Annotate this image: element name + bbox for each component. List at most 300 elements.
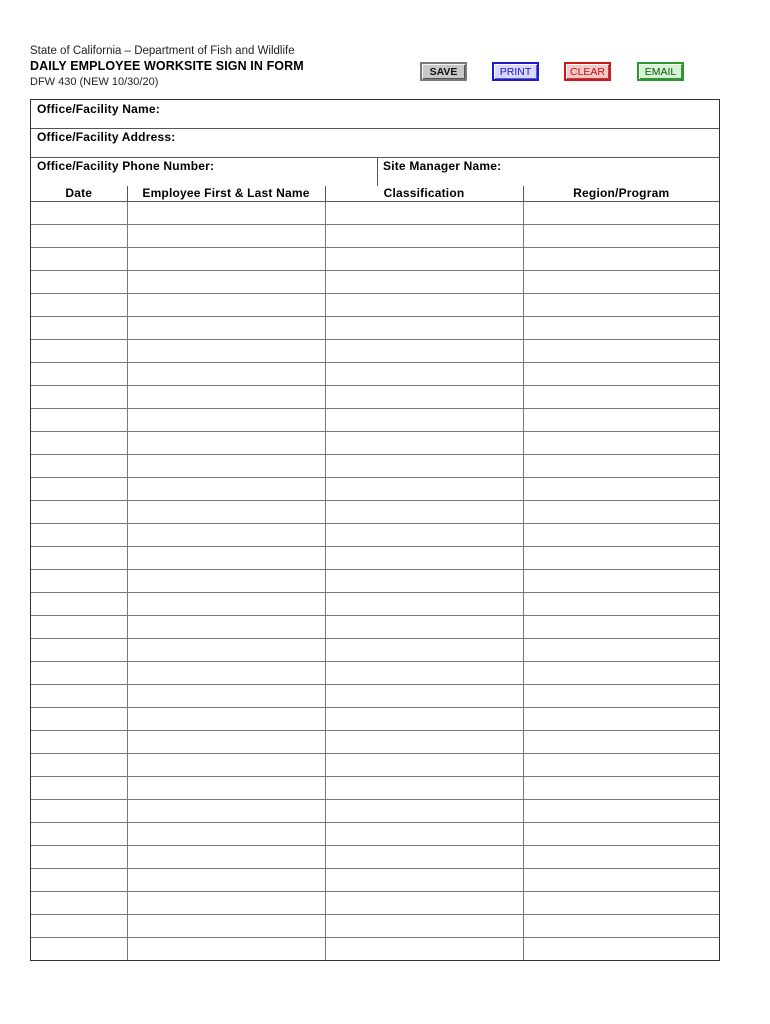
region-program-cell bbox=[523, 409, 719, 432]
date-input[interactable] bbox=[31, 409, 131, 431]
facility-name-input[interactable] bbox=[171, 103, 715, 125]
employee-name-cell bbox=[127, 685, 325, 708]
region-program-cell bbox=[523, 501, 719, 524]
region-program-cell bbox=[523, 800, 719, 823]
employee-name-input[interactable] bbox=[128, 846, 329, 868]
employee-name-cell bbox=[127, 524, 325, 547]
region-program-input[interactable] bbox=[524, 938, 724, 960]
table-header-row bbox=[31, 186, 719, 202]
region-program-cell bbox=[523, 271, 719, 294]
employee-name-input[interactable] bbox=[128, 869, 329, 891]
employee-name-cell bbox=[127, 225, 325, 248]
employee-name-cell bbox=[127, 432, 325, 455]
date-cell bbox=[31, 823, 127, 846]
region-program-input[interactable] bbox=[524, 777, 724, 799]
region-program-input[interactable] bbox=[524, 432, 724, 454]
classification-cell bbox=[325, 662, 523, 685]
employee-name-cell bbox=[127, 731, 325, 754]
date-cell bbox=[31, 754, 127, 777]
facility-name-row bbox=[31, 100, 719, 129]
date-input[interactable] bbox=[31, 662, 131, 684]
date-cell bbox=[31, 662, 127, 685]
region-program-cell bbox=[523, 754, 719, 777]
region-program-cell bbox=[523, 708, 719, 731]
date-input[interactable] bbox=[31, 777, 131, 799]
sign-in-form bbox=[30, 99, 720, 961]
region-program-input[interactable] bbox=[524, 685, 724, 707]
employee-name-cell bbox=[127, 248, 325, 271]
date-cell bbox=[31, 455, 127, 478]
region-program-cell bbox=[523, 869, 719, 892]
date-input[interactable] bbox=[31, 938, 131, 960]
region-program-cell bbox=[523, 386, 719, 409]
region-program-cell bbox=[523, 478, 719, 501]
region-program-cell bbox=[523, 202, 719, 225]
classification-input[interactable] bbox=[326, 593, 527, 615]
region-program-input[interactable] bbox=[524, 892, 724, 914]
date-input[interactable] bbox=[31, 455, 131, 477]
facility-name-label: Office/Facility Name: bbox=[37, 102, 160, 116]
region-program-cell bbox=[523, 662, 719, 685]
region-program-cell bbox=[523, 524, 719, 547]
region-program-cell bbox=[523, 915, 719, 938]
date-cell bbox=[31, 524, 127, 547]
employee-name-input[interactable] bbox=[128, 547, 329, 569]
classification-input[interactable] bbox=[326, 938, 527, 960]
date-cell bbox=[31, 685, 127, 708]
classification-input[interactable] bbox=[326, 202, 527, 224]
employee-name-input[interactable] bbox=[128, 570, 329, 592]
classification-cell bbox=[325, 225, 523, 248]
table-row bbox=[31, 501, 719, 524]
table-row bbox=[31, 892, 719, 915]
employee-name-input[interactable] bbox=[128, 892, 329, 914]
classification-cell bbox=[325, 386, 523, 409]
column-header-date: Date bbox=[31, 186, 127, 202]
table-row bbox=[31, 547, 719, 570]
employee-name-input[interactable] bbox=[128, 409, 329, 431]
date-cell bbox=[31, 846, 127, 869]
employee-name-input[interactable] bbox=[128, 938, 329, 960]
table-row bbox=[31, 409, 719, 432]
region-program-input[interactable] bbox=[524, 248, 724, 270]
table-row bbox=[31, 938, 719, 961]
classification-input[interactable] bbox=[326, 432, 527, 454]
employee-name-cell bbox=[127, 202, 325, 225]
date-cell bbox=[31, 547, 127, 570]
classification-input[interactable] bbox=[326, 317, 527, 339]
region-program-input[interactable] bbox=[524, 225, 724, 247]
date-cell bbox=[31, 869, 127, 892]
employee-name-cell bbox=[127, 662, 325, 685]
classification-cell bbox=[325, 938, 523, 961]
table-row bbox=[31, 593, 719, 616]
classification-input[interactable] bbox=[326, 524, 527, 546]
date-input[interactable] bbox=[31, 340, 131, 362]
region-program-cell bbox=[523, 777, 719, 800]
date-input[interactable] bbox=[31, 593, 131, 615]
classification-input[interactable] bbox=[326, 685, 527, 707]
employee-name-cell bbox=[127, 501, 325, 524]
site-manager-input[interactable] bbox=[511, 160, 715, 182]
facility-address-input[interactable] bbox=[187, 131, 715, 153]
classification-input[interactable] bbox=[326, 708, 527, 730]
classification-cell bbox=[325, 409, 523, 432]
region-program-input[interactable] bbox=[524, 616, 724, 638]
date-cell bbox=[31, 248, 127, 271]
region-program-input[interactable] bbox=[524, 708, 724, 730]
date-cell bbox=[31, 409, 127, 432]
date-input[interactable] bbox=[31, 800, 131, 822]
employee-name-cell bbox=[127, 294, 325, 317]
classification-cell bbox=[325, 455, 523, 478]
table-row bbox=[31, 455, 719, 478]
employee-name-input[interactable] bbox=[128, 202, 329, 224]
employee-name-input[interactable] bbox=[128, 915, 329, 937]
date-cell bbox=[31, 731, 127, 754]
employee-name-input[interactable] bbox=[128, 294, 329, 316]
employee-name-cell bbox=[127, 593, 325, 616]
date-input[interactable] bbox=[31, 915, 131, 937]
region-program-cell bbox=[523, 938, 719, 961]
date-input[interactable] bbox=[31, 478, 131, 500]
employee-name-cell bbox=[127, 708, 325, 731]
email-button[interactable]: EMAIL bbox=[637, 62, 684, 81]
classification-cell bbox=[325, 869, 523, 892]
employee-name-input[interactable] bbox=[128, 271, 329, 293]
classification-input[interactable] bbox=[326, 754, 527, 776]
employee-name-cell bbox=[127, 478, 325, 501]
clear-button[interactable]: CLEAR bbox=[564, 62, 611, 81]
region-program-input[interactable] bbox=[524, 317, 724, 339]
employee-name-cell bbox=[127, 570, 325, 593]
classification-input[interactable] bbox=[326, 225, 527, 247]
phone-manager-row bbox=[31, 157, 719, 186]
facility-address-row bbox=[31, 128, 719, 158]
region-program-cell bbox=[523, 294, 719, 317]
region-program-cell bbox=[523, 616, 719, 639]
date-input[interactable] bbox=[31, 317, 131, 339]
region-program-input[interactable] bbox=[524, 593, 724, 615]
region-program-input[interactable] bbox=[524, 386, 724, 408]
classification-input[interactable] bbox=[326, 340, 527, 362]
classification-cell bbox=[325, 731, 523, 754]
date-input[interactable] bbox=[31, 202, 131, 224]
table-row bbox=[31, 662, 719, 685]
column-header-employee-name: Employee First & Last Name bbox=[127, 186, 325, 202]
date-cell bbox=[31, 915, 127, 938]
region-program-input[interactable] bbox=[524, 570, 724, 592]
table-row bbox=[31, 708, 719, 731]
region-program-cell bbox=[523, 317, 719, 340]
print-button[interactable]: PRINT bbox=[492, 62, 539, 81]
employee-name-cell bbox=[127, 754, 325, 777]
classification-cell bbox=[325, 271, 523, 294]
date-input[interactable] bbox=[31, 570, 131, 592]
classification-cell bbox=[325, 432, 523, 455]
classification-input[interactable] bbox=[326, 363, 527, 385]
table-row bbox=[31, 478, 719, 501]
employee-name-input[interactable] bbox=[128, 455, 329, 477]
region-program-input[interactable] bbox=[524, 524, 724, 546]
employee-name-input[interactable] bbox=[128, 248, 329, 270]
date-input[interactable] bbox=[31, 846, 131, 868]
date-cell bbox=[31, 777, 127, 800]
classification-cell bbox=[325, 570, 523, 593]
region-program-input[interactable] bbox=[524, 294, 724, 316]
classification-input[interactable] bbox=[326, 731, 527, 753]
date-input[interactable] bbox=[31, 754, 131, 776]
employee-name-cell bbox=[127, 317, 325, 340]
classification-input[interactable] bbox=[326, 800, 527, 822]
date-cell bbox=[31, 616, 127, 639]
classification-cell bbox=[325, 547, 523, 570]
classification-input[interactable] bbox=[326, 915, 527, 937]
classification-cell bbox=[325, 685, 523, 708]
region-program-input[interactable] bbox=[524, 869, 724, 891]
region-program-input[interactable] bbox=[524, 915, 724, 937]
classification-cell bbox=[325, 616, 523, 639]
region-program-cell bbox=[523, 432, 719, 455]
classification-input[interactable] bbox=[326, 547, 527, 569]
date-input[interactable] bbox=[31, 616, 131, 638]
employee-name-cell bbox=[127, 616, 325, 639]
region-program-input[interactable] bbox=[524, 547, 724, 569]
date-input[interactable] bbox=[31, 685, 131, 707]
employee-name-input[interactable] bbox=[128, 317, 329, 339]
date-input[interactable] bbox=[31, 731, 131, 753]
sign-in-table bbox=[31, 186, 719, 960]
employee-name-cell bbox=[127, 547, 325, 570]
employee-name-cell bbox=[127, 892, 325, 915]
classification-input[interactable] bbox=[326, 846, 527, 868]
table-row bbox=[31, 340, 719, 363]
date-cell bbox=[31, 386, 127, 409]
date-cell bbox=[31, 363, 127, 386]
employee-name-cell bbox=[127, 363, 325, 386]
region-program-cell bbox=[523, 846, 719, 869]
table-row bbox=[31, 616, 719, 639]
table-row bbox=[31, 800, 719, 823]
classification-cell bbox=[325, 248, 523, 271]
date-cell bbox=[31, 570, 127, 593]
date-cell bbox=[31, 317, 127, 340]
employee-name-input[interactable] bbox=[128, 777, 329, 799]
classification-cell bbox=[325, 800, 523, 823]
employee-name-input[interactable] bbox=[128, 708, 329, 730]
date-input[interactable] bbox=[31, 639, 131, 661]
classification-input[interactable] bbox=[326, 248, 527, 270]
table-row bbox=[31, 386, 719, 409]
region-program-cell bbox=[523, 593, 719, 616]
employee-name-input[interactable] bbox=[128, 731, 329, 753]
column-header-region-program: Region/Program bbox=[523, 186, 719, 202]
classification-cell bbox=[325, 317, 523, 340]
region-program-input[interactable] bbox=[524, 340, 724, 362]
table-row bbox=[31, 869, 719, 892]
table-row bbox=[31, 846, 719, 869]
classification-input[interactable] bbox=[326, 386, 527, 408]
classification-input[interactable] bbox=[326, 892, 527, 914]
employee-name-input[interactable] bbox=[128, 800, 329, 822]
employee-name-cell bbox=[127, 869, 325, 892]
employee-name-input[interactable] bbox=[128, 685, 329, 707]
employee-name-input[interactable] bbox=[128, 616, 329, 638]
classification-input[interactable] bbox=[326, 869, 527, 891]
classification-cell bbox=[325, 846, 523, 869]
employee-name-cell bbox=[127, 846, 325, 869]
region-program-cell bbox=[523, 363, 719, 386]
table-row bbox=[31, 570, 719, 593]
region-program-cell bbox=[523, 639, 719, 662]
agency-name: State of California – Department of Fish and Wildlife bbox=[30, 45, 295, 57]
region-program-cell bbox=[523, 685, 719, 708]
table-row bbox=[31, 639, 719, 662]
employee-name-cell bbox=[127, 409, 325, 432]
region-program-cell bbox=[523, 455, 719, 478]
date-input[interactable] bbox=[31, 501, 131, 523]
classification-input[interactable] bbox=[326, 823, 527, 845]
classification-cell bbox=[325, 777, 523, 800]
region-program-cell bbox=[523, 892, 719, 915]
employee-name-cell bbox=[127, 800, 325, 823]
table-row bbox=[31, 317, 719, 340]
date-input[interactable] bbox=[31, 892, 131, 914]
region-program-input[interactable] bbox=[524, 501, 724, 523]
classification-cell bbox=[325, 294, 523, 317]
table-row bbox=[31, 202, 719, 225]
classification-cell bbox=[325, 754, 523, 777]
form-title: DAILY EMPLOYEE WORKSITE SIGN IN FORM bbox=[30, 59, 304, 73]
classification-input[interactable] bbox=[326, 777, 527, 799]
region-program-input[interactable] bbox=[524, 754, 724, 776]
classification-input[interactable] bbox=[326, 478, 527, 500]
classification-cell bbox=[325, 892, 523, 915]
employee-name-cell bbox=[127, 455, 325, 478]
region-program-input[interactable] bbox=[524, 846, 724, 868]
region-program-input[interactable] bbox=[524, 455, 724, 477]
classification-input[interactable] bbox=[326, 639, 527, 661]
employee-name-input[interactable] bbox=[128, 501, 329, 523]
classification-cell bbox=[325, 524, 523, 547]
region-program-cell bbox=[523, 340, 719, 363]
date-input[interactable] bbox=[31, 869, 131, 891]
region-program-cell bbox=[523, 248, 719, 271]
classification-cell bbox=[325, 340, 523, 363]
facility-phone-input[interactable] bbox=[221, 160, 375, 182]
employee-name-cell bbox=[127, 639, 325, 662]
date-cell bbox=[31, 708, 127, 731]
region-program-input[interactable] bbox=[524, 800, 724, 822]
date-input[interactable] bbox=[31, 432, 131, 454]
classification-input[interactable] bbox=[326, 616, 527, 638]
date-input[interactable] bbox=[31, 248, 131, 270]
employee-name-input[interactable] bbox=[128, 386, 329, 408]
field-divider bbox=[377, 157, 378, 186]
classification-cell bbox=[325, 202, 523, 225]
classification-input[interactable] bbox=[326, 455, 527, 477]
date-input[interactable] bbox=[31, 524, 131, 546]
region-program-cell bbox=[523, 225, 719, 248]
region-program-input[interactable] bbox=[524, 731, 724, 753]
employee-name-input[interactable] bbox=[128, 225, 329, 247]
classification-input[interactable] bbox=[326, 409, 527, 431]
region-program-input[interactable] bbox=[524, 202, 724, 224]
region-program-input[interactable] bbox=[524, 363, 724, 385]
table-row bbox=[31, 731, 719, 754]
employee-name-cell bbox=[127, 340, 325, 363]
region-program-input[interactable] bbox=[524, 823, 724, 845]
classification-input[interactable] bbox=[326, 570, 527, 592]
employee-name-input[interactable] bbox=[128, 823, 329, 845]
date-input[interactable] bbox=[31, 363, 131, 385]
region-program-cell bbox=[523, 547, 719, 570]
table-row bbox=[31, 685, 719, 708]
classification-input[interactable] bbox=[326, 662, 527, 684]
table-row bbox=[31, 754, 719, 777]
region-program-input[interactable] bbox=[524, 478, 724, 500]
date-input[interactable] bbox=[31, 271, 131, 293]
classification-cell bbox=[325, 915, 523, 938]
table-row bbox=[31, 294, 719, 317]
employee-name-cell bbox=[127, 386, 325, 409]
employee-name-input[interactable] bbox=[128, 524, 329, 546]
form-number: DFW 430 (NEW 10/30/20) bbox=[30, 76, 159, 88]
employee-name-input[interactable] bbox=[128, 593, 329, 615]
classification-cell bbox=[325, 708, 523, 731]
table-row bbox=[31, 777, 719, 800]
date-cell bbox=[31, 800, 127, 823]
classification-input[interactable] bbox=[326, 501, 527, 523]
date-input[interactable] bbox=[31, 225, 131, 247]
region-program-input[interactable] bbox=[524, 662, 724, 684]
employee-name-input[interactable] bbox=[128, 363, 329, 385]
save-button[interactable]: SAVE bbox=[420, 62, 467, 81]
facility-address-label: Office/Facility Address: bbox=[37, 130, 176, 144]
employee-name-input[interactable] bbox=[128, 478, 329, 500]
date-input[interactable] bbox=[31, 386, 131, 408]
date-cell bbox=[31, 478, 127, 501]
date-input[interactable] bbox=[31, 294, 131, 316]
date-cell bbox=[31, 225, 127, 248]
classification-cell bbox=[325, 823, 523, 846]
employee-name-input[interactable] bbox=[128, 340, 329, 362]
date-input[interactable] bbox=[31, 823, 131, 845]
date-input[interactable] bbox=[31, 547, 131, 569]
date-cell bbox=[31, 639, 127, 662]
region-program-input[interactable] bbox=[524, 409, 724, 431]
table-row bbox=[31, 271, 719, 294]
column-header-classification: Classification bbox=[325, 186, 523, 202]
region-program-input[interactable] bbox=[524, 639, 724, 661]
classification-input[interactable] bbox=[326, 294, 527, 316]
date-cell bbox=[31, 271, 127, 294]
employee-name-input[interactable] bbox=[128, 662, 329, 684]
table-row bbox=[31, 915, 719, 938]
employee-name-cell bbox=[127, 777, 325, 800]
region-program-cell bbox=[523, 570, 719, 593]
employee-name-input[interactable] bbox=[128, 432, 329, 454]
region-program-input[interactable] bbox=[524, 271, 724, 293]
classification-cell bbox=[325, 363, 523, 386]
classification-input[interactable] bbox=[326, 271, 527, 293]
table-row bbox=[31, 823, 719, 846]
date-cell bbox=[31, 340, 127, 363]
employee-name-input[interactable] bbox=[128, 754, 329, 776]
table-row bbox=[31, 432, 719, 455]
date-input[interactable] bbox=[31, 708, 131, 730]
employee-name-input[interactable] bbox=[128, 639, 329, 661]
